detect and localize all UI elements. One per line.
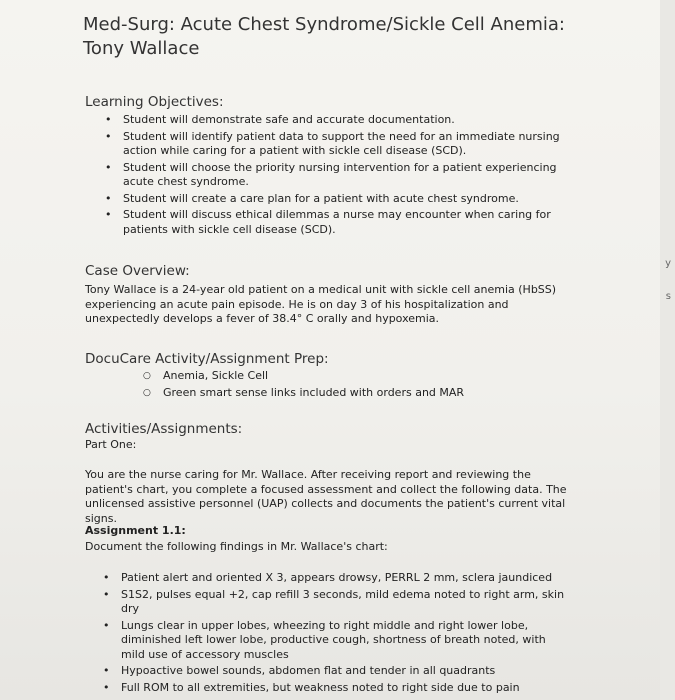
edge-mark: s — [665, 291, 671, 302]
bullet-icon: • — [103, 664, 110, 677]
list-item: • Student will demonstrate safe and accurate documentation. — [105, 113, 455, 126]
list-item: • Student will identify patient data to support the need for an immediate nursing action while caring for a patient with sickle cell disease (SCD). — [105, 129, 560, 157]
bullet-icon: • — [105, 113, 112, 126]
learning-objectives-list — [85, 113, 565, 239]
docucare-heading: DocuCare Activity/Assignment Prep: — [85, 351, 329, 367]
bullet-icon: • — [105, 208, 112, 221]
list-item: ○ Anemia, Sickle Cell — [143, 369, 269, 382]
circle-bullet-icon: ○ — [143, 371, 151, 381]
bullet-icon: • — [105, 160, 112, 174]
activities-heading: Activities/Assignments: — [85, 421, 243, 437]
list-item: • Lungs clear in upper lobes, wheezing to right middle and right lower lobe, diminished left lower lobe, productive cough, shortness of breath noted, with mild use of accessory muscles — [103, 618, 546, 661]
activities-intro-text: You are the nurse caring for Mr. Wallace. After receiving report and reviewing the patient's chart, you complete a focused assessment and collect the following data. The unlicensed assistive personnel (UAP) collects and documents the patient's current vital signs. — [85, 468, 567, 525]
list-item: • Student will create a care plan for a patient with acute chest syndrome. — [105, 191, 519, 205]
case-overview-text: Tony Wallace is a 24-year old patient on a medical unit with sickle cell anemia (HbSS) experiencing an acute pain episode. He is on day 3 of his hospitalization and unexpectedly develops a fever of 38.4° C orally and hypoxemia. — [85, 283, 557, 325]
list-item: • Hypoactive bowel sounds, abdomen flat and tender in all quadrants — [103, 664, 496, 677]
list-item: • S1S2, pulses equal +2, cap refill 3 seconds, mild edema noted to right arm, skin dry — [103, 587, 565, 615]
assessment-findings-list — [83, 571, 568, 697]
docucare-list — [143, 369, 523, 402]
list-item: • Patient alert and oriented X 3, appears drowsy, PERRL 2 mm, sclera jaundiced — [103, 571, 553, 584]
bullet-icon: • — [103, 618, 110, 632]
bullet-icon: • — [105, 129, 112, 143]
learning-objectives-heading: Learning Objectives: — [85, 94, 224, 110]
bullet-icon: • — [105, 191, 112, 205]
list-item: • Full ROM to all extremities, but weakness noted to right side due to pain — [103, 680, 520, 694]
list-item: • Student will discuss ethical dilemmas a nurse may encounter when caring for patients with sickle cell disease (SCD). — [105, 208, 551, 236]
page-title: Med-Surg: Acute Chest Syndrome/Sickle Cell Anemia: Tony Wallace — [83, 14, 565, 59]
bullet-icon: • — [103, 571, 110, 584]
list-item: • Student will choose the priority nursing intervention for a patient experiencing acute chest syndrome. — [105, 160, 557, 188]
assignment-instruction: Document the following findings in Mr. Wallace's chart: — [85, 540, 388, 553]
edge-mark: y — [665, 258, 671, 269]
list-item: ○ Green smart sense links included with orders and MAR — [143, 385, 465, 399]
bullet-icon: • — [103, 587, 110, 601]
assignment-heading: Assignment 1.1: — [85, 524, 186, 537]
case-overview-heading: Case Overview: — [85, 263, 190, 279]
bullet-icon: • — [103, 680, 110, 694]
circle-bullet-icon: ○ — [143, 387, 151, 398]
part-one-label: Part One: — [85, 438, 137, 451]
